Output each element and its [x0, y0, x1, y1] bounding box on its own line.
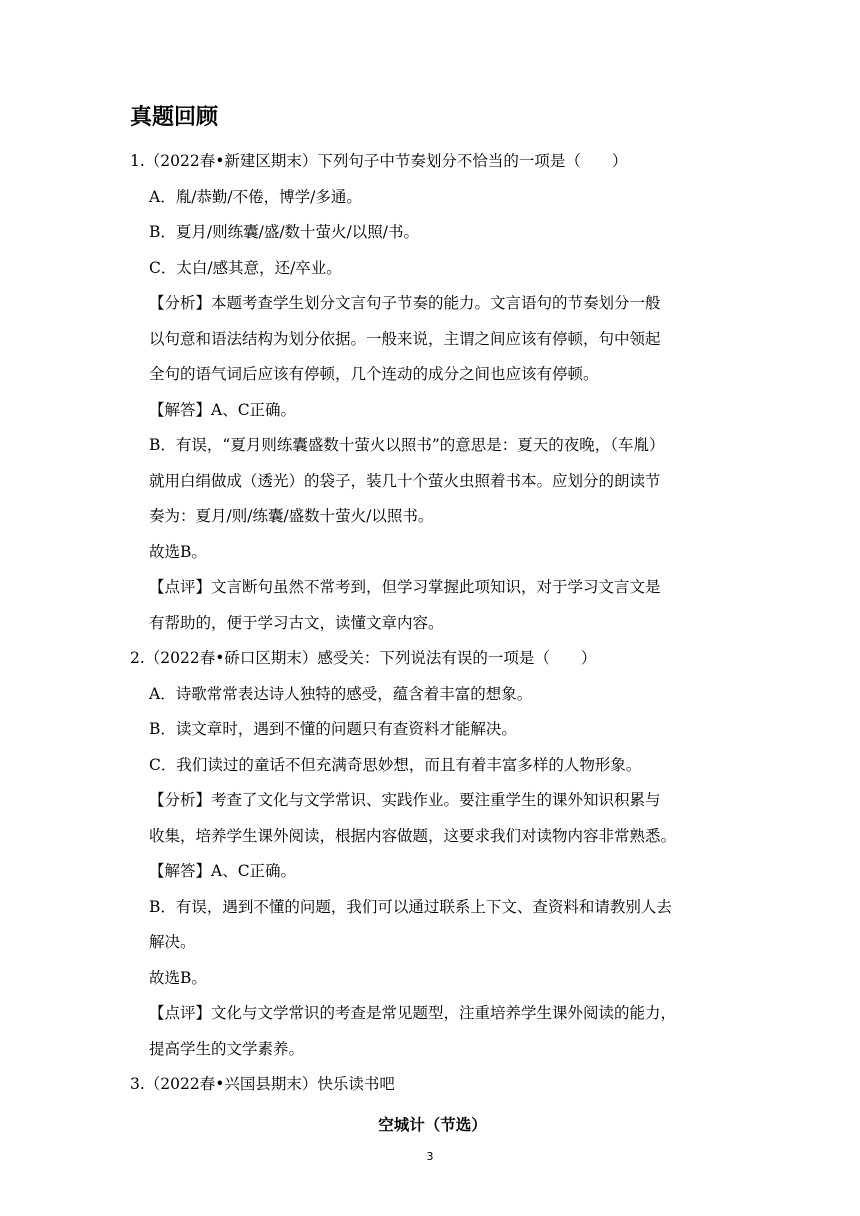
q1-option-a: A．胤/恭勤/不倦，博学/多通。	[149, 187, 362, 206]
q2-option-a: A．诗歌常常表达诗人独特的感受，蕴含着丰富的想象。	[149, 684, 533, 703]
q3-stem: 3.（2022春•兴国县期末）快乐读书吧	[130, 1075, 395, 1093]
q2-explain-line: 解决。	[149, 933, 196, 951]
q1-stem: 1.（2022春•新建区期末）下列句子中节奏划分不恰当的一项是（ ）	[130, 152, 628, 170]
content-body	[130, 144, 735, 1142]
q2-analysis-line: 【分析】考查了文化与文学常识、实践作业。要注重学生的课外知识积累与	[149, 791, 661, 809]
q1-comment-line: 【点评】文言断句虽然不常考到，但学习掌握此项知识，对于学习文言文是	[149, 578, 661, 596]
q1-analysis-line: 全句的语气词后应该有停顿，几个连动的成分之间也应该有停顿。	[149, 365, 599, 383]
q1-explain-line: B．有误，“夏月则练囊盛数十萤火以照书”的意思是：夏天的夜晚，（车胤）	[149, 436, 665, 454]
q1-comment-line: 有帮助的，便于学习古文，读懂文章内容。	[149, 613, 444, 632]
q2-option-b: B．读文章时，遇到不懂的问题只有查资料才能解决。	[149, 720, 517, 738]
q3-passage-title: 空城计（节选）	[378, 1114, 487, 1134]
q1-analysis-line: 【分析】本题考查学生划分文言句子节奏的能力。文言语句的节奏划分一般	[149, 294, 661, 312]
q2-comment-line: 【点评】文化与文学常识的考查是常见题型，注重培养学生课外阅读的能力，	[149, 1004, 677, 1022]
q2-stem: 2.（2022春•硚口区期末）感受关：下列说法有误的一项是（ ）	[130, 649, 597, 667]
q1-option-b: B．夏月/则练囊/盛/数十萤火/以照/书。	[149, 223, 420, 241]
q1-answer: 【解答】A、C正确。	[149, 400, 297, 419]
q2-choice: 故选B。	[149, 968, 207, 987]
q2-comment-line: 提高学生的文学素养。	[149, 1039, 305, 1058]
section-title: 真题回顾	[130, 105, 219, 130]
q1-analysis-line: 以句意和语法结构为划分依据。一般来说，主谓之间应该有停顿，句中领起	[149, 329, 661, 348]
q2-explain-line: B．有误，遇到不懂的问题，我们可以通过联系上下文、查资料和请教别人去	[149, 897, 672, 916]
q1-explain-line: 就用白绢做成（透光）的袋子，装几十个萤火虫照着书本。应划分的朗读节	[149, 471, 661, 490]
q1-option-c: C．太白/感其意，还/卒业。	[149, 258, 342, 277]
q2-analysis-line: 收集，培养学生课外阅读，根据内容做题，这要求我们对读物内容非常熟悉。	[149, 826, 677, 845]
q2-option-c: C．我们读过的童话不但充满奇思妙想，而且有着丰富多样的人物形象。	[149, 755, 642, 774]
q1-explain-line: 奏为：夏月/则/练囊/盛数十萤火/以照书。	[149, 507, 434, 525]
page-number: 3	[426, 1150, 434, 1163]
q1-choice: 故选B。	[149, 542, 207, 561]
q2-answer: 【解答】A、C正确。	[149, 862, 297, 880]
